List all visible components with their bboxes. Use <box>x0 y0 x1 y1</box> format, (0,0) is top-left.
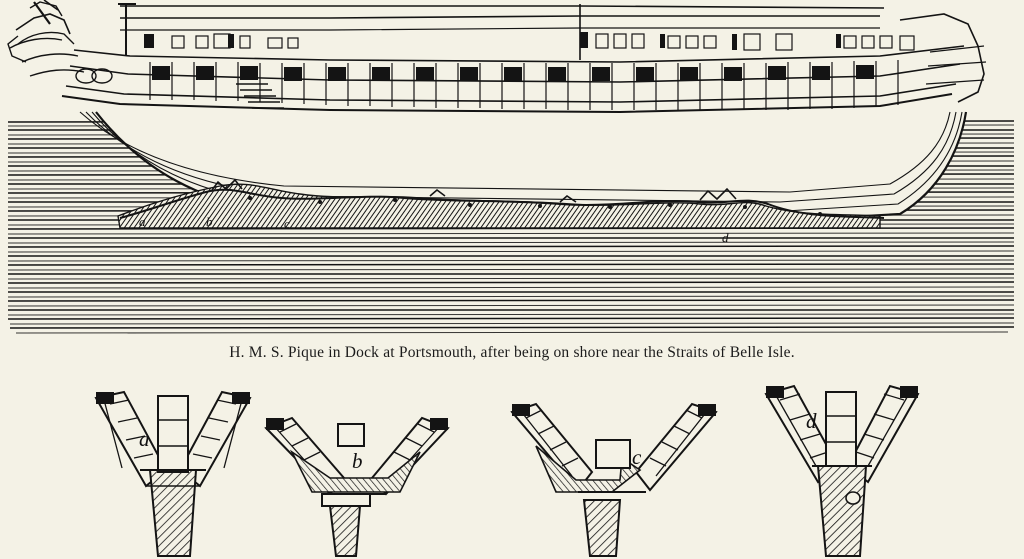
section-label-d: d <box>806 409 817 433</box>
section-label-b: b <box>352 449 363 473</box>
profile-marker-c: c <box>284 216 290 231</box>
section-label-c: c <box>632 445 642 469</box>
profile-marker-a: a <box>139 214 146 229</box>
cross-section-a <box>96 392 250 556</box>
section-label-a: a <box>139 427 150 451</box>
plate-caption: H. M. S. Pique in Dock at Portsmouth, after being on shore near the Straits of Belle Isle. <box>229 344 795 361</box>
cross-section-c <box>512 404 716 556</box>
cross-section-d <box>766 386 918 556</box>
cross-section-b <box>266 418 448 556</box>
profile-marker-d: d <box>722 230 729 245</box>
profile-marker-b: b <box>206 214 213 229</box>
